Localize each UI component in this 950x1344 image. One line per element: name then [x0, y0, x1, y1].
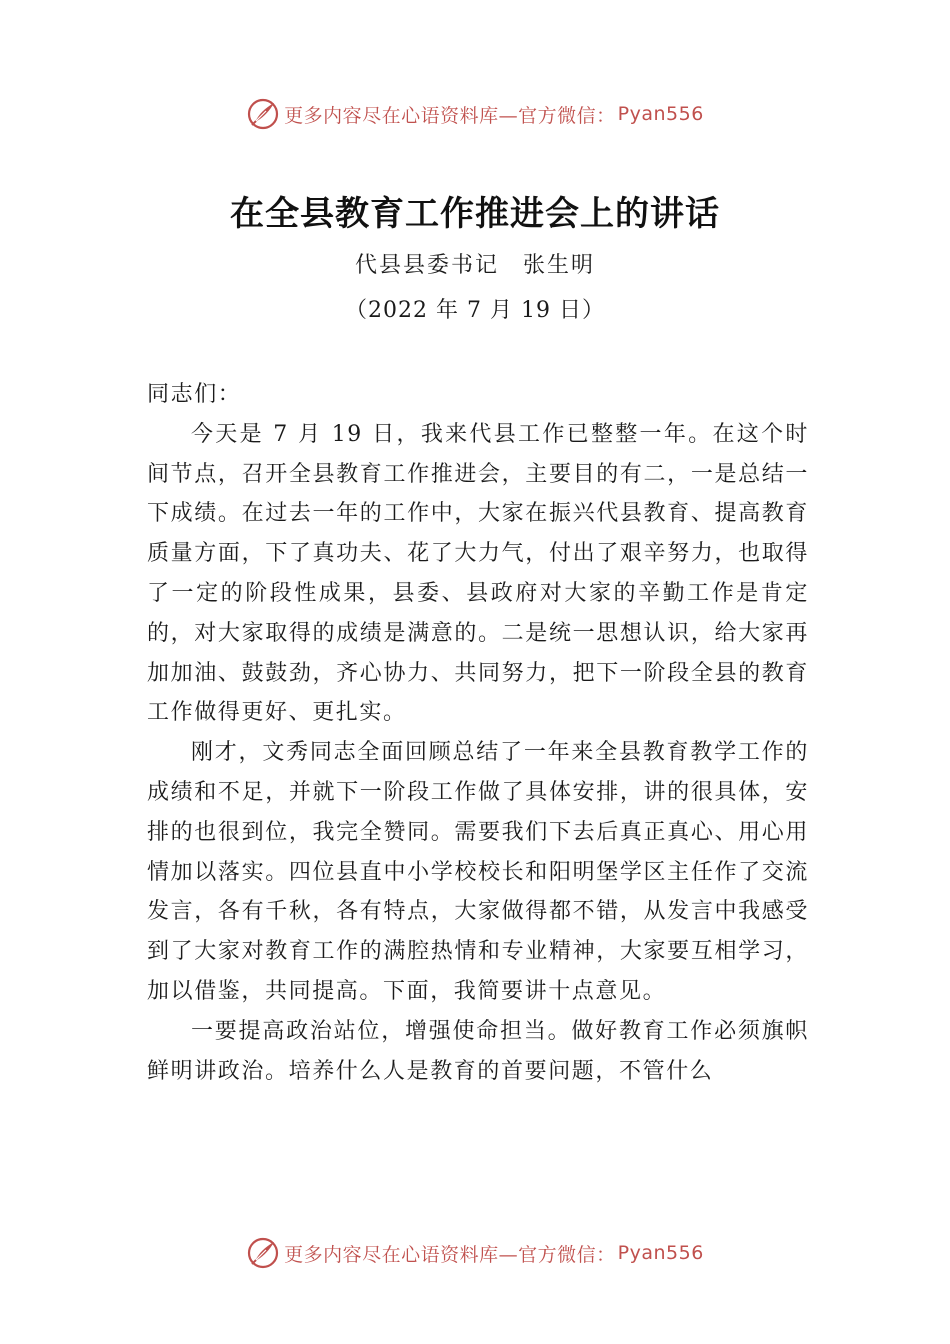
- quill-pen-logo-icon: [246, 1236, 280, 1270]
- watermark-footer: [0, 1233, 950, 1273]
- body-paragraph: 刚才，文秀同志全面回顾总结了一年来全县教育教学工作的成绩和不足，并就下一阶段工作做了具体安排，讲的很具体，安排的也很到位，我完全赞同。需要我们下去后真正真心、用心用情加以落实。四位县直中小学校校长和阳明堡学区主任作了交流发言，各有千秋，各有特点，大家做得都不错，从发言中我感受到了大家对教育工作的满腔热情和专业精神，大家要互相学习，加以借鉴，共同提高。下面，我简要讲十点意见。: [147, 740, 809, 1004]
- document-date: （2022 年 7 月 19 日）: [345, 298, 605, 323]
- watermark-text: 更多内容尽在心语资料库—官方微信：: [284, 1243, 616, 1266]
- quill-pen-logo-icon: [246, 97, 280, 131]
- watermark-wechat-id: Pyan556: [617, 1242, 704, 1264]
- document-title: 在全县教育工作推进会上的讲话: [230, 194, 720, 234]
- watermark-wechat-id: Pyan556: [617, 103, 704, 125]
- document-author: 代县县委书记 张生明: [354, 253, 595, 278]
- watermark-text: 更多内容尽在心语资料库—官方微信：: [284, 104, 616, 127]
- watermark-header: [0, 94, 950, 134]
- document-body: [147, 375, 809, 1091]
- salutation: 同志们：: [147, 382, 242, 407]
- body-paragraph: 一要提高政治站位，增强使命担当。做好教育工作必须旗帜鲜明讲政治。培养什么人是教育的首要问题，不管什么: [147, 1018, 809, 1084]
- body-paragraph: 今天是 7 月 19 日，我来代县工作已整整一年。在这个时间节点，召开全县教育工作推进会，主要目的有二，一是总结一下成绩。在过去一年的工作中，大家在振兴代县教育、提高教育质量方面，下了真功夫、花了大力气，付出了艰辛努力，也取得了一定的阶段性成果，县委、县政府对大家的辛勤工作是肯定的，对大家取得的成绩是满意的。二是统一思想认识，给大家再加加油、鼓鼓劲，齐心协力、共同努力，把下一阶段全县的教育工作做得更好、更扎实。: [147, 421, 809, 726]
